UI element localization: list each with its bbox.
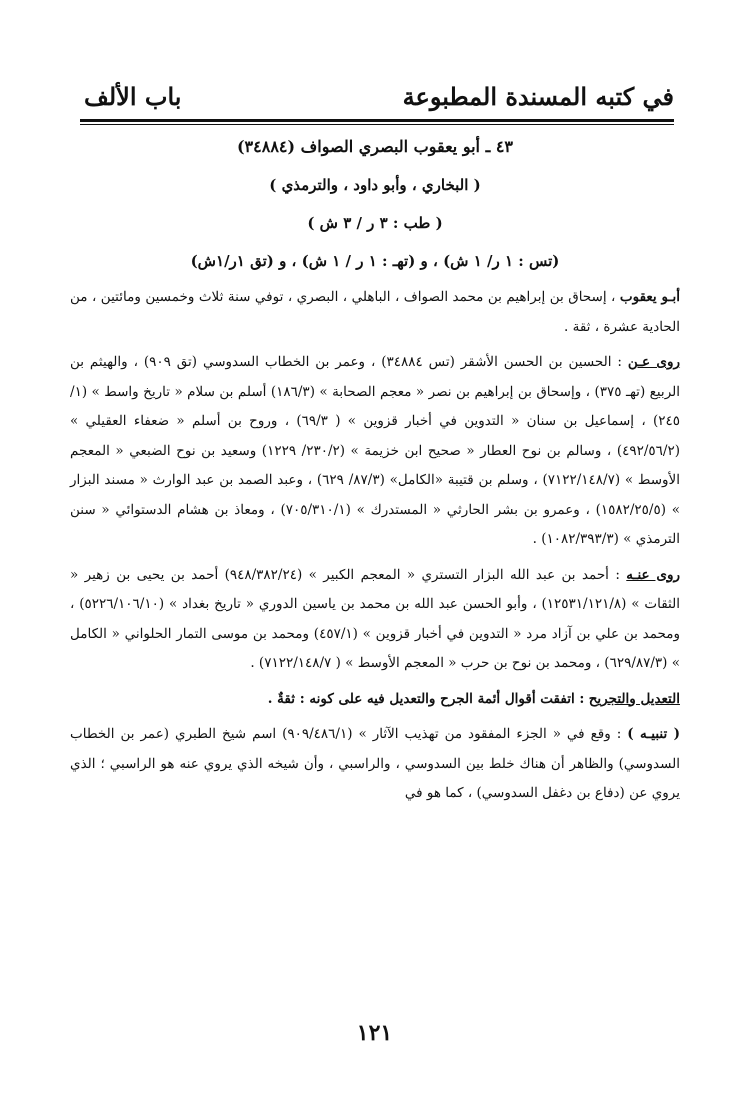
header-rule-thin — [80, 124, 674, 125]
narrated-by-text: : أحمد بن عبد الله البزار التستري « المعجم الكبير » (٩٤٨/٣٨٢/٢٤) أحمد بن يحيى بن زهير « الثقات » (١٢٥٣١/١٢١/٨) ، وأبو الحسن عبد الله بن محمد بن ياسين الدوري « تاريخ بغداد » (٥٢٢٦/١٠٦/١٠) ، ومحمد بن علي بن آزاد مرد « التدوين في أخبار قزوين » (٤٥٧/١) ومحمد بن موسى التمار الحلواني « الكامل » (٦٢٩/٨٧/٣) ، ومحمد بن نوح بن حرب « المعجم الأوسط » ( ٧١٢٢/١٤٨/٧) . — [70, 566, 680, 671]
narrated-by-lead: روى عنـه — [626, 566, 680, 583]
intro-paragraph — [70, 283, 680, 342]
narrated-from-text: : الحسين بن الحسن الأشقر (تس ٣٤٨٨٤) ، وعمر بن الخطاب السدوسي (تق ٩٠٩) ، والهيثم بن الربيع (تهـ ٣٧٥) ، وإسحاق بن إبراهيم بن نصر « معجم الصحابة » (١٨٦/٣) أسلم بن سلام « تاريخ واسط » (١/ ٢٤٥) ، إسماعيل بن سنان « التدوين في أخبار قزوين » ( ٦٩/٣) ، وروح بن أسلم « ضعفاء العقيلي » (٤٩٢/٥٦/٢) ، وسالم بن نوح العطار « صحيح ابن خزيمة » (٢٣٠/٢/ ١٢٢٩) وسعيد بن نوح الضبعي « المعجم الأوسط » (٧١٢٢/١٤٨/٧) ، وسلم بن قتيبة «الكامل» (٨٧/٣/ ٦٢٩) ، وعبد الصمد بن عبد الوارث « مسند البزار » (١٥٨٢/٢٥/٥) ، وعمرو بن بشر الحارثي « المستدرك » (٧٠٥/٣١٠/١) ، ومعاذ بن هشام الدستوائي « سنن الترمذي » (١٠٨٢/٣٩٣/٣) . — [70, 354, 681, 547]
page-header — [80, 82, 674, 116]
note-text: : وقع في « الجزء المفقود من تهذيب الآثار » (٩٠٩/٤٨٦/١) اسم شيخ الطبري (عمر بن الخطاب السدوسي) والظاهر أن هناك خلط بين السدوسي ، والراسبي ، وأن شيخه الذي يروي عنه هو الراسبي ؛ الذي يروي عن (دفاع بن دغفل السدوسي) ، كما هو في — [70, 726, 680, 801]
header-book-title: في كتبه المسندة المطبوعة — [402, 82, 674, 111]
entry-tabaqa: ( طب : ٣ ر / ٣ ش ) — [307, 214, 443, 232]
entry-title: ٤٣ ـ أبو يعقوب البصري الصواف (٣٤٨٨٤) — [236, 137, 514, 156]
grading-lead: التعديل والتجريح — [588, 690, 680, 707]
note-paragraph — [70, 720, 680, 809]
entry-body — [70, 283, 680, 809]
entry-heading — [70, 128, 680, 280]
narrated-by-paragraph — [70, 561, 680, 679]
grading-text: : اتفقت أقوال أئمة الجرح والتعديل فيه على كونه : ثقةٌ . — [267, 690, 585, 707]
header-rule-thick — [80, 119, 674, 122]
intro-text: ، إسحاق بن إبراهيم بن محمد الصواف ، الباهلي ، البصري ، توفي سنة ثلاث وخمسين ومائتين ، من الحادية عشرة ، ثقة . — [70, 289, 680, 335]
narrated-from-paragraph — [70, 348, 680, 555]
entry-authors: ( البخاري ، وأبو داود ، والترمذي ) — [269, 176, 481, 194]
page-number: ١٢١ — [356, 1020, 393, 1046]
header-chapter-title: باب الألف — [84, 82, 182, 111]
entry-codes: (تس : ١ ر/ ١ ش) ، و (تهـ : ١ ر / ١ ش) ، و (تق ١ر/١ش) — [190, 252, 560, 270]
grading-paragraph — [70, 685, 680, 715]
narrated-from-lead: روى عـن — [627, 354, 681, 370]
note-lead: ( تنبيـه ) — [627, 726, 680, 742]
intro-lead: أبـو يعقوب — [619, 289, 680, 305]
